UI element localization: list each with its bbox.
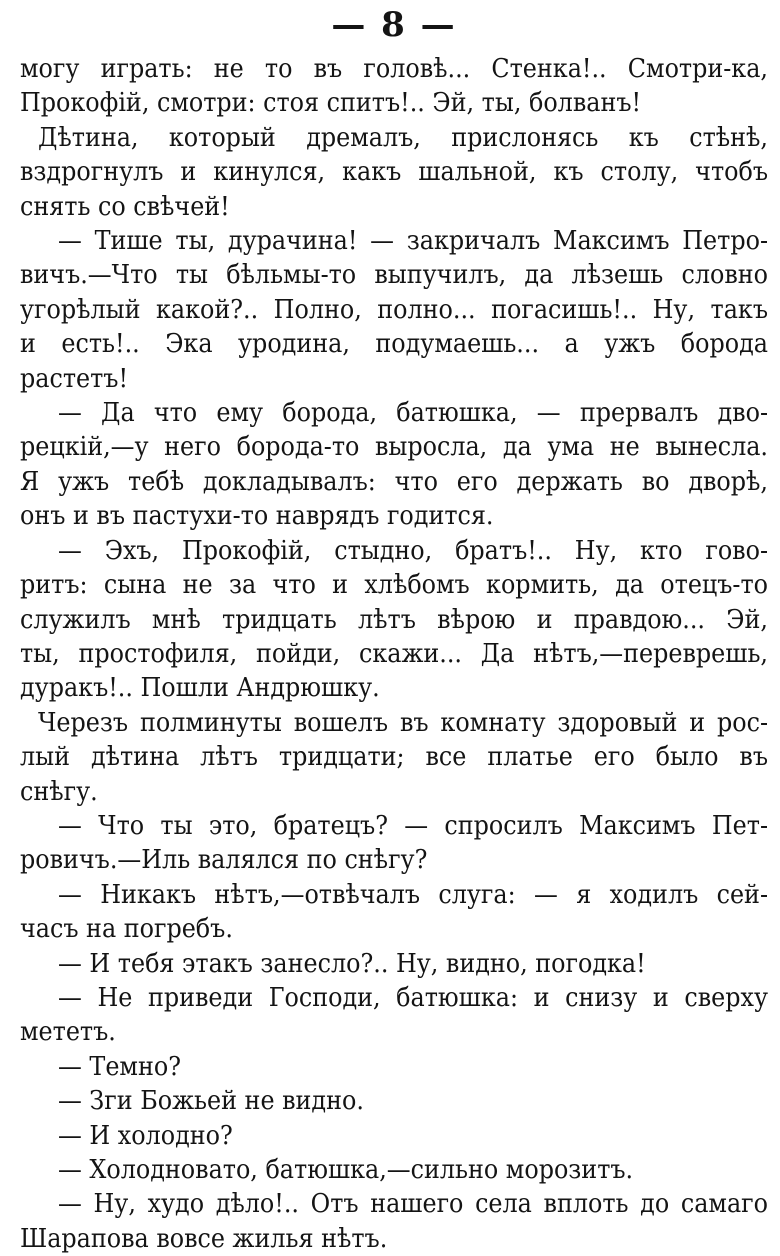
text-line-4: вздрогнулъ и кинулся, какъ шальной, къ столу, чтобъ (20, 156, 768, 188)
text-line-20: Черезъ полминуты вошелъ въ комнату здоровый и рос- (38, 706, 768, 738)
text-line-8: угорѣлый какой?.. Полно, полно... погасишь!.. Ну, такъ (20, 293, 768, 325)
text-line-26: часъ на погребъ. (20, 913, 233, 945)
text-line-22: снѣгу. (20, 775, 98, 807)
text-line-19: дуракъ!.. Пошли Андрюшку. (20, 672, 380, 704)
text-line-18: ты, простофиля, пойди, скажи... Да нѣтъ,—переврешь, (20, 637, 768, 669)
text-line-14: онъ и въ пастухи-то наврядъ годится. (20, 500, 494, 532)
text-line-35: Шарапова вовсе жилья нѣтъ. (20, 1222, 388, 1254)
text-line-17: служилъ мнѣ тридцать лѣтъ вѣрою и правдою... Эй, (20, 603, 768, 635)
text-line-21: лый дѣтина лѣтъ тридцати; все платье его было въ (20, 741, 768, 773)
text-line-9: и есть!.. Эка уродина, подумаешь... а ужъ борода (20, 328, 768, 360)
text-line-10: растетъ! (20, 362, 129, 394)
text-line-28: — Не приведи Господи, батюшка: и снизу и сверху (58, 981, 768, 1013)
text-line-11: — Да что ему борода, батюшка, — прервалъ дво- (58, 397, 768, 429)
text-line-7: вичъ.—Что ты бѣльмы-то выпучилъ, да лѣзешь словно (20, 259, 768, 291)
text-line-16: ритъ: сына не за что и хлѣбомъ кормить, да отецъ-то (20, 569, 768, 601)
text-line-5: снять со свѣчей! (20, 190, 230, 222)
text-line-31: — Зги Божьей не видно. (58, 1085, 364, 1117)
text-line-13: Я ужъ тебѣ докладывалъ: что его держать во дворѣ, (20, 465, 768, 497)
page-number: — 8 — (331, 5, 457, 45)
text-line-32: — И холодно? (58, 1119, 233, 1151)
text-line-27: — И тебя этакъ занесло?.. Ну, видно, погодка! (58, 947, 646, 979)
text-line-23: — Что ты это, братецъ? — спросилъ Максимъ Пет- (58, 809, 768, 841)
text-line-12: рецкій,—у него борода-то выросла, да ума не вынесла. (20, 431, 768, 463)
text-line-33: — Холодновато, батюшка,—сильно морозитъ. (58, 1154, 634, 1185)
text-line-6: — Тише ты, дурачина! — закричалъ Максимъ Петро- (58, 225, 768, 257)
body-text (20, 52, 768, 1256)
text-line-29: мететъ. (20, 1016, 116, 1048)
text-line-2: Прокофій, смотри: стоя спитъ!.. Эй, ты, болванъ! (20, 87, 642, 119)
text-line-25: — Никакъ нѣтъ,—отвѣчалъ слуга: — я ходилъ сей- (58, 878, 768, 910)
text-line-1: могу играть: не то въ головѣ... Стенка!.. Смотри-ка, (20, 53, 768, 84)
text-line-24: ровичъ.—Иль валялся по снѣгу? (20, 844, 428, 876)
text-line-15: — Эхъ, Прокофій, стыдно, братъ!.. Ну, кто гово- (58, 534, 768, 566)
text-line-3: Дѣтина, который дремалъ, прислонясь къ стѣнѣ, (38, 121, 768, 153)
text-line-30: — Темно? (58, 1050, 181, 1082)
text-line-34: — Ну, худо дѣло!.. Отъ нашего села вплоть до самаго (58, 1188, 768, 1220)
